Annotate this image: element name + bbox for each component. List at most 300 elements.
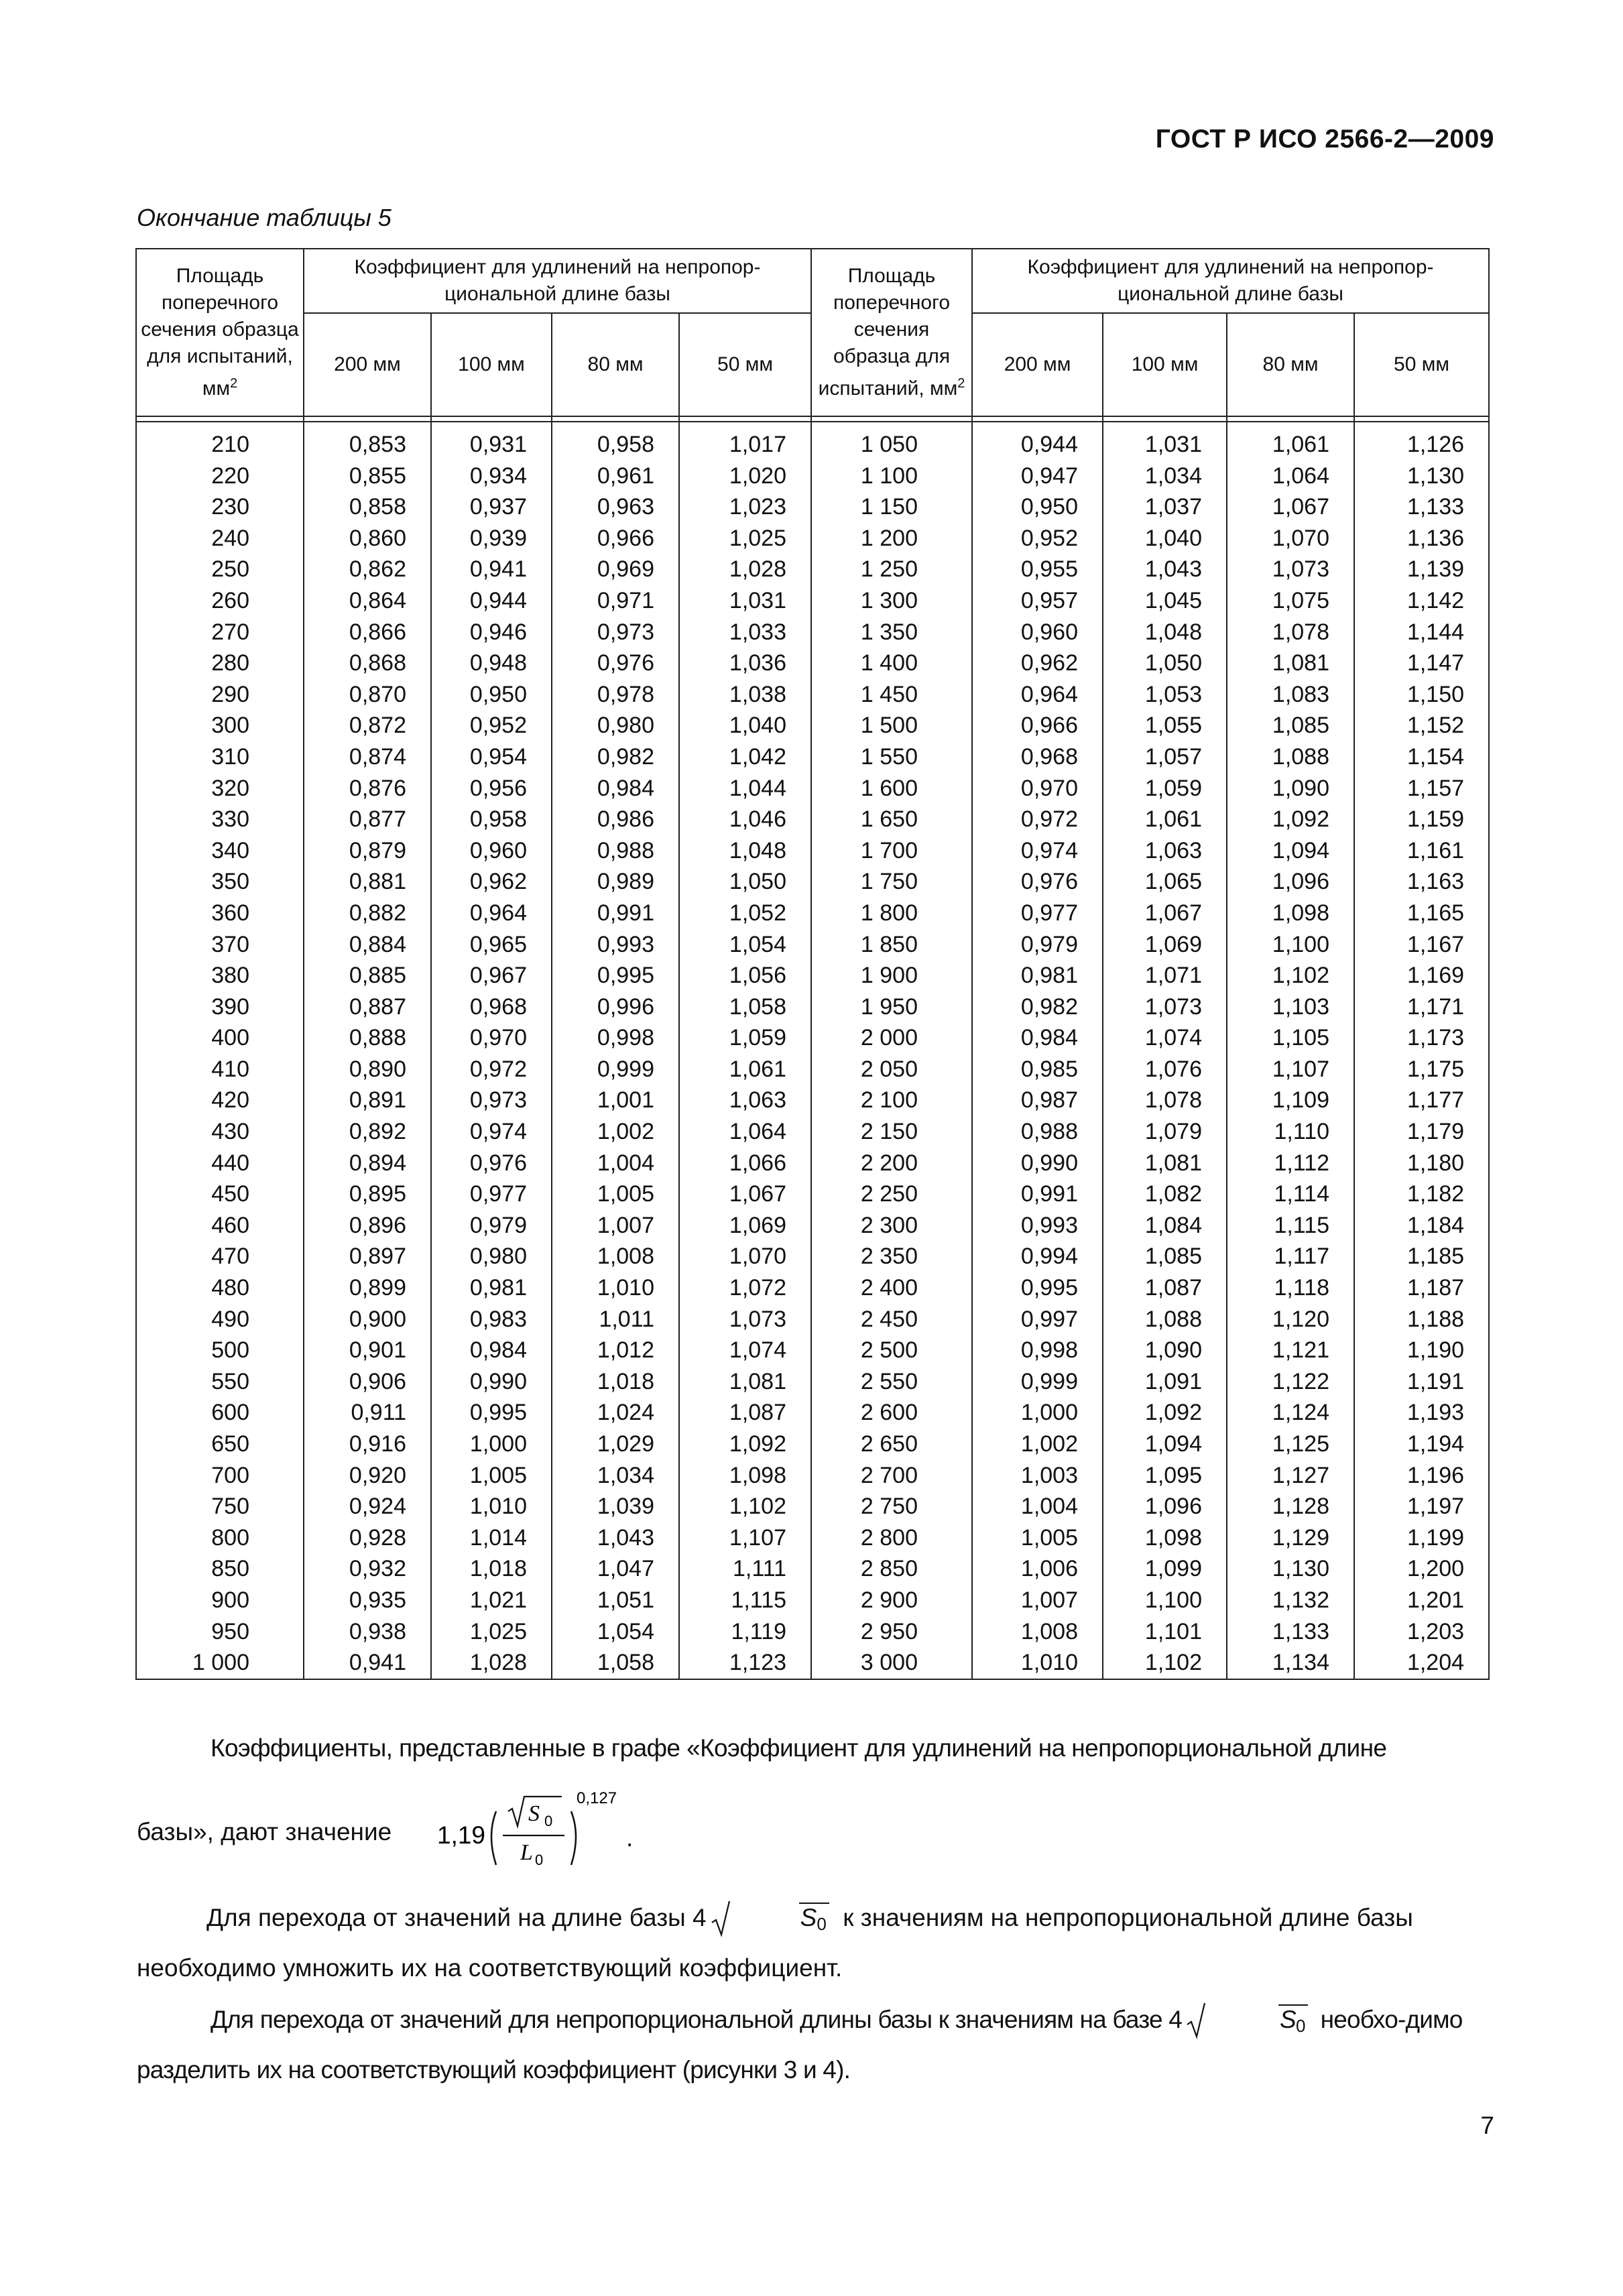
table-cell: 0,862 [304,554,431,585]
table-cell: 350 [136,866,304,898]
table-cell: 0,995 [552,960,679,991]
table-cell: 0,853 [304,422,431,461]
table-cell: 0,916 [304,1429,431,1460]
table-cell: 1,096 [1227,866,1354,898]
table-cell: 0,950 [972,491,1103,523]
table-cell: 1,033 [679,617,811,648]
table-cell: 0,986 [552,804,679,835]
table-cell: 1,100 [1103,1585,1227,1616]
table-cell: 1,102 [679,1491,811,1522]
table-cell: 1,069 [679,1210,811,1242]
table-cell: 0,990 [972,1148,1103,1179]
table-row [136,710,1489,741]
table-cell: 0,941 [304,1647,431,1679]
table-row [136,1429,1489,1460]
table-row [136,929,1489,961]
table-cell: 0,906 [304,1366,431,1398]
table-cell: 260 [136,585,304,617]
table-cell: 0,932 [304,1553,431,1585]
table-cell: 0,989 [552,866,679,898]
table-cell: 1,078 [1103,1085,1227,1116]
table-cell: 1,103 [1227,991,1354,1023]
table-cell: 0,956 [431,773,552,804]
table-cell: 1,107 [1227,1054,1354,1085]
table-cell: 1,067 [1227,491,1354,523]
table-cell: 1,076 [1103,1054,1227,1085]
table-cell: 1,094 [1103,1429,1227,1460]
table-cell: 800 [136,1522,304,1554]
table-cell: 0,985 [972,1054,1103,1085]
table-cell: 1,079 [1103,1116,1227,1148]
table-cell: 1,134 [1227,1647,1354,1679]
table-cell: 1,085 [1103,1241,1227,1272]
table-cell: 0,855 [304,461,431,492]
table-cell: 1 450 [811,679,972,711]
table-cell: 2 400 [811,1272,972,1304]
table-cell: 0,968 [972,741,1103,773]
table-cell: 1,200 [1354,1553,1489,1585]
table-cell: 2 600 [811,1397,972,1429]
table-cell: 0,980 [552,710,679,741]
table-cell: 500 [136,1335,304,1366]
col-50-right: 50 мм [1354,313,1489,416]
table-cell: 0,972 [431,1054,552,1085]
area-header-right: Площадь поперечного сечения образца для испытаний, $мм^2$ [811,249,972,416]
table-cell: 490 [136,1304,304,1335]
table-cell: 1,173 [1354,1022,1489,1054]
table-cell: 1,119 [679,1616,811,1648]
table-cell: 1,002 [972,1429,1103,1460]
table-cell: 1,046 [679,804,811,835]
table-cell: 1,058 [679,991,811,1023]
table-cell: 1,085 [1227,710,1354,741]
table-cell: 0,984 [972,1022,1103,1054]
table-cell: 440 [136,1148,304,1179]
table-cell: 1,129 [1227,1522,1354,1554]
table-cell: 0,979 [431,1210,552,1242]
table-cell: 1,048 [679,835,811,867]
coef-header-left: Коэффициент для удлинений на непропор-циональной длине базы [304,249,811,313]
table-cell: 0,993 [552,929,679,961]
table-cell: 0,941 [431,554,552,585]
table-cell: 1,038 [679,679,811,711]
table-cell: 1,082 [1103,1179,1227,1210]
table-cell: 750 [136,1491,304,1522]
table-row [136,617,1489,648]
table-cell: 1,169 [1354,960,1489,991]
table-cell: 0,960 [431,835,552,867]
table-cell: 1,002 [552,1116,679,1148]
table-cell: 0,998 [552,1022,679,1054]
table-cell: 0,954 [431,741,552,773]
table-cell: 1,034 [1103,461,1227,492]
table-cell: 1,101 [1103,1616,1227,1648]
table-cell: 1 050 [811,422,972,461]
table-row [136,1210,1489,1242]
table-cell: 1 150 [811,491,972,523]
table-cell: 1 400 [811,648,972,679]
table-cell: 1,037 [1103,491,1227,523]
table-row [136,1522,1489,1554]
table-cell: 0,988 [972,1116,1103,1148]
table-cell: 1,029 [552,1429,679,1460]
table-cell: 1,081 [1103,1148,1227,1179]
table-cell: 1,188 [1354,1304,1489,1335]
table-cell: 1,063 [679,1085,811,1116]
table-cell: 1,005 [431,1460,552,1492]
table-cell: 0,895 [304,1179,431,1210]
col-200-left: 200 мм [304,313,431,416]
table-cell: 550 [136,1366,304,1398]
table-row [136,1491,1489,1522]
table-cell: 1,098 [679,1460,811,1492]
table-cell: 1,063 [1103,835,1227,867]
col-80-right: 80 мм [1227,313,1354,416]
table-cell: 230 [136,491,304,523]
table-cell: 1,024 [552,1397,679,1429]
table-cell: 1,005 [552,1179,679,1210]
table-cell: 1,008 [972,1616,1103,1648]
table-cell: 0,964 [972,679,1103,711]
table-cell: 0,980 [431,1241,552,1272]
table-cell: 1,127 [1227,1460,1354,1492]
table-cell: 2 300 [811,1210,972,1242]
table-cell: 1,121 [1227,1335,1354,1366]
col-50-left: 50 мм [679,313,811,416]
table-cell: 1,197 [1354,1491,1489,1522]
table-cell: 0,891 [304,1085,431,1116]
table-cell: 1,005 [972,1522,1103,1554]
table-cell: 0,952 [431,710,552,741]
table-cell: 1,050 [679,866,811,898]
table-cell: 1,201 [1354,1585,1489,1616]
table-cell: 1,128 [1227,1491,1354,1522]
table-row [136,773,1489,804]
table-cell: 1,123 [679,1647,811,1679]
table-cell: 1,109 [1227,1085,1354,1116]
table-cell: 0,978 [552,679,679,711]
table-cell: 0,887 [304,991,431,1023]
table-cell: 1 550 [811,741,972,773]
table-row [136,991,1489,1023]
table-cell: 0,962 [972,648,1103,679]
table-cell: 0,976 [972,866,1103,898]
col-100-left: 100 мм [431,313,552,416]
table-cell: 1,059 [1103,773,1227,804]
table-cell: 0,860 [304,523,431,554]
table-cell: 250 [136,554,304,585]
table-cell: 1,075 [1227,585,1354,617]
table-cell: 1,115 [1227,1210,1354,1242]
table-cell: 0,900 [304,1304,431,1335]
table-cell: 1,177 [1354,1085,1489,1116]
table-cell: 300 [136,710,304,741]
table-cell: 1,025 [431,1616,552,1648]
table-cell: 1,074 [1103,1022,1227,1054]
table-cell: 320 [136,773,304,804]
table-cell: 0,999 [972,1366,1103,1398]
col-80-left: 80 мм [552,313,679,416]
table-row [136,741,1489,773]
table-cell: 0,877 [304,804,431,835]
table-cell: 1,047 [552,1553,679,1585]
paragraph-coefficients: Коэффициенты, представленные в графе «Коэффициент для удлинений на непропорциональной длине [211,1734,1387,1762]
table-cell: 1,182 [1354,1179,1489,1210]
table-cell: 2 650 [811,1429,972,1460]
table-row [136,1553,1489,1585]
table-cell: 0,977 [431,1179,552,1210]
table-cell: 0,970 [431,1022,552,1054]
table-cell: 1,018 [552,1366,679,1398]
table-cell: 1,023 [679,491,811,523]
table-cell: 1,061 [1227,422,1354,461]
table-cell: 1,044 [679,773,811,804]
table-cell: 1,073 [1227,554,1354,585]
table-cell: 1,036 [679,648,811,679]
table-cell: 1,185 [1354,1241,1489,1272]
table-cell: 1,064 [679,1116,811,1148]
table-cell: 1,115 [679,1585,811,1616]
table-cell: 1,054 [679,929,811,961]
table-cell: 1,051 [552,1585,679,1616]
table-cell: 0,937 [431,491,552,523]
table-cell: 1,199 [1354,1522,1489,1554]
table-cell: 0,973 [552,617,679,648]
table-row [136,1366,1489,1398]
table-cell: 0,961 [552,461,679,492]
table-cell: 1,053 [1103,679,1227,711]
table-row [136,835,1489,867]
table-cell: 270 [136,617,304,648]
table-cell: 330 [136,804,304,835]
table-row [136,960,1489,991]
table-cell: 0,987 [972,1085,1103,1116]
formula-paren-right [571,1811,576,1865]
table-cell: 1,171 [1354,991,1489,1023]
table-cell: 280 [136,648,304,679]
table-row [136,491,1489,523]
table-cell: 1,034 [552,1460,679,1492]
table-cell: 1,067 [1103,898,1227,929]
table-cell: 0,892 [304,1116,431,1148]
table-cell: 0,864 [304,585,431,617]
table-cell: 1 500 [811,710,972,741]
table-cell: 0,968 [431,991,552,1023]
table-row [136,1241,1489,1272]
paragraph-value-label: базы», дают значение [137,1818,392,1846]
table-cell: 0,874 [304,741,431,773]
table-cell: 1,114 [1227,1179,1354,1210]
area-header-left: Площадь поперечного сечения образца для испытаний, $мм^2$ [136,249,304,416]
table-row [136,523,1489,554]
table-cell: 400 [136,1022,304,1054]
table-cell: 1,010 [552,1272,679,1304]
table-cell: 1,194 [1354,1429,1489,1460]
table-cell: 0,988 [552,835,679,867]
table-cell: 1 100 [811,461,972,492]
table-cell: 1,204 [1354,1647,1489,1679]
table-cell: 1 300 [811,585,972,617]
table-cell: 2 700 [811,1460,972,1492]
table-cell: 1,125 [1227,1429,1354,1460]
table-cell: 2 750 [811,1491,972,1522]
table-cell: 0,872 [304,710,431,741]
formula-numerator-sub: 0 [544,1813,553,1829]
table-cell: 0,967 [431,960,552,991]
table-cell: 0,972 [972,804,1103,835]
table-cell: 0,976 [431,1148,552,1179]
table-cell: 1,092 [1103,1397,1227,1429]
table-cell: 0,984 [431,1335,552,1366]
table-cell: 0,996 [552,991,679,1023]
table-row [136,585,1489,617]
table-row [136,1085,1489,1116]
table-cell: 1,000 [972,1397,1103,1429]
table-cell: 0,958 [552,422,679,461]
table-row [136,1304,1489,1335]
table-cell: 1,010 [431,1491,552,1522]
table-cell: 1,133 [1354,491,1489,523]
table-cell: 1,000 [431,1429,552,1460]
table-cell: 2 900 [811,1585,972,1616]
table-cell: 1,017 [679,422,811,461]
table-cell: 1,004 [972,1491,1103,1522]
table-row [136,422,1489,461]
sqrt-s0-b: $S_0$ [1186,1998,1308,2048]
table-cell: 1,161 [1354,835,1489,867]
table-cell: 1,092 [1227,804,1354,835]
table-cell: 1,007 [972,1585,1103,1616]
table-cell: 1,180 [1354,1148,1489,1179]
table-cell: 1,175 [1354,1054,1489,1085]
table-cell: 2 100 [811,1085,972,1116]
table-cell: 1 700 [811,835,972,867]
table-cell: 900 [136,1585,304,1616]
table-row [136,1616,1489,1648]
table-cell: 1,088 [1103,1304,1227,1335]
table-cell: 3 000 [811,1647,972,1679]
table-cell: 0,952 [972,523,1103,554]
table-cell: 0,924 [304,1491,431,1522]
table-cell: 1,043 [1103,554,1227,585]
table-cell: 1,112 [1227,1148,1354,1179]
table-cell: 2 950 [811,1616,972,1648]
table-cell: 0,931 [431,422,552,461]
table-row [136,554,1489,585]
table-cell: 0,995 [972,1272,1103,1304]
table-cell: 0,974 [972,835,1103,867]
page-number: 7 [1480,2112,1494,2139]
table-cell: 0,958 [431,804,552,835]
table-cell: 1,150 [1354,679,1489,711]
table-cell: 2 850 [811,1553,972,1585]
table-row [136,1148,1489,1179]
table-row [136,1335,1489,1366]
formula-denominator-sub: 0 [535,1852,544,1868]
table-cell: 0,981 [972,960,1103,991]
table-cell: 1,152 [1354,710,1489,741]
table-cell: 1,012 [552,1335,679,1366]
table-cell: 2 550 [811,1366,972,1398]
table-cell: 1,191 [1354,1366,1489,1398]
table-cell: 1,040 [679,710,811,741]
table-cell: 1,061 [1103,804,1227,835]
table-cell: 2 350 [811,1241,972,1272]
table-cell: 0,868 [304,648,431,679]
table-cell: 380 [136,960,304,991]
table-cell: 1,095 [1103,1460,1227,1492]
table-cell: 1,031 [1103,422,1227,461]
table-cell: 1 850 [811,929,972,961]
table-cell: 1 900 [811,960,972,991]
table-cell: 0,999 [552,1054,679,1085]
formula-coef: 1,19 [437,1821,486,1849]
table-cell: 1,084 [1103,1210,1227,1242]
table-row [136,898,1489,929]
table-cell: 1,011 [552,1304,679,1335]
table-cell: 0,944 [431,585,552,617]
table-cell: 0,938 [304,1616,431,1648]
table-cell: 1,074 [679,1335,811,1366]
table-cell: 0,885 [304,960,431,991]
formula-paren-left [491,1811,496,1865]
table-cell: 1,081 [679,1366,811,1398]
table-row [136,1647,1489,1679]
table-cell: 1 250 [811,554,972,585]
table-cell: 1,098 [1227,898,1354,929]
table-cell: 0,858 [304,491,431,523]
table-row [136,1179,1489,1210]
table-cell: 1 750 [811,866,972,898]
paragraph-divide: Для перехода от значений для непропорциональной длины базы к значениям на базе 4 $S_0$ необхо-димо разделить их на соответствующий коэффициент (рисунки 3 и 4). [137,1998,1488,2092]
table-cell: 1,094 [1227,835,1354,867]
table-cell: 1,117 [1227,1241,1354,1272]
table-cell: 1,092 [679,1429,811,1460]
table-cell: 1,073 [1103,991,1227,1023]
table-cell: 700 [136,1460,304,1492]
sqrt-s0-a: $S_0$ [711,1896,829,1946]
table-cell: 420 [136,1085,304,1116]
table-cell: 0,993 [972,1210,1103,1242]
table-cell: 1,058 [552,1647,679,1679]
table-cell: 0,981 [431,1272,552,1304]
table-cell: 1,031 [679,585,811,617]
table-cell: 410 [136,1054,304,1085]
table-row [136,461,1489,492]
table-cell: 1,102 [1227,960,1354,991]
table-cell: 1,064 [1227,461,1354,492]
table-cell: 950 [136,1616,304,1648]
table-cell: 1,120 [1227,1304,1354,1335]
table-cell: 0,964 [431,898,552,929]
table-cell: 1,056 [679,960,811,991]
table-row [136,1397,1489,1429]
table-cell: 1,124 [1227,1397,1354,1429]
table-cell: 0,960 [972,617,1103,648]
table-cell: 1,136 [1354,523,1489,554]
formula-numerator: S [528,1801,540,1826]
table-cell: 1,087 [1103,1272,1227,1304]
table-cell: 1 600 [811,773,972,804]
table-cell: 1 000 [136,1647,304,1679]
table-row [136,648,1489,679]
table-cell: 1,179 [1354,1116,1489,1148]
table-cell: 0,990 [431,1366,552,1398]
table-cell: 1,139 [1354,554,1489,585]
table-cell: 0,963 [552,491,679,523]
table-cell: 0,947 [972,461,1103,492]
table-cell: 1,055 [1103,710,1227,741]
